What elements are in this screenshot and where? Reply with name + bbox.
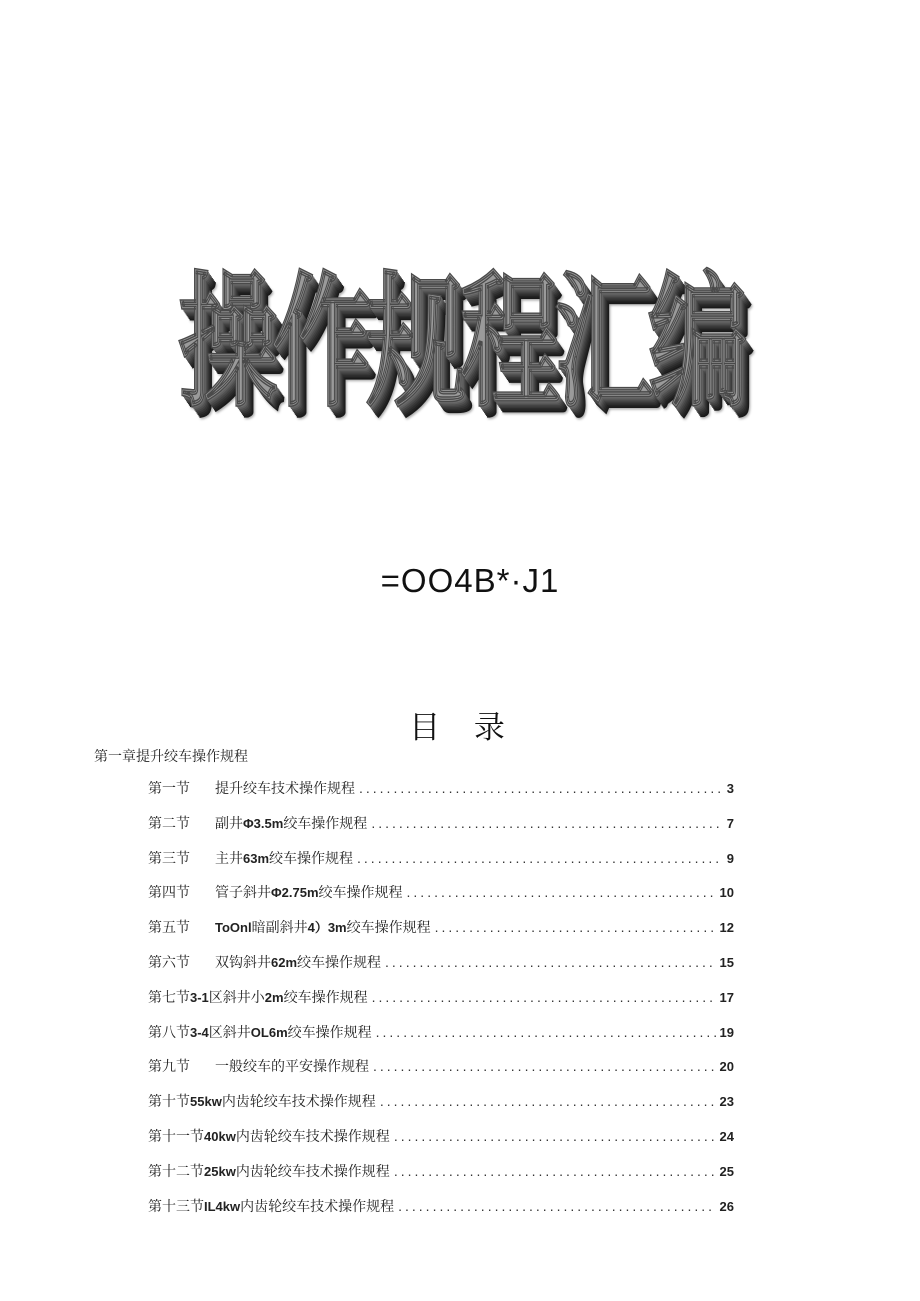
toc-entry-title (215, 952, 381, 972)
toc-entry[interactable] (148, 1126, 734, 1161)
toc-entry[interactable] (148, 1056, 734, 1091)
toc-entry-section: 第三节 (148, 850, 190, 867)
toc-entry-page-number: 26 (719, 1198, 734, 1214)
toc-entry-title (204, 1126, 390, 1146)
toc-entry-title-part: Φ2.75m (271, 885, 319, 901)
toc-entry-page-number: 9 (726, 850, 734, 866)
toc-entry[interactable] (148, 917, 734, 952)
toc-entry-section: 第一节 (148, 781, 190, 797)
toc-entry-title-part: OL6m (250, 1024, 288, 1040)
toc-heading: 目 录 (409, 710, 517, 746)
toc-entry-title-part: 55kw (190, 1094, 222, 1110)
toc-entry-title-part: 内齿轮绞车技术操作规程 (240, 1198, 395, 1215)
toc-entry-section: 第四节 (148, 885, 190, 902)
toc-entry-leader-dots (394, 1163, 716, 1179)
toc-entry[interactable] (148, 1091, 734, 1126)
toc-entry-leader-dots (373, 1058, 716, 1074)
toc-entry[interactable] (148, 882, 734, 917)
toc-entry-section: 第十三节 (148, 1198, 204, 1215)
toc-entry-title-part: 绞车操作规程 (269, 850, 354, 867)
toc-entry-section: 第九节 (148, 1059, 190, 1076)
toc-entry-page-number: 15 (719, 954, 734, 970)
toc-entry-title-part: 绞车操作规程 (283, 989, 368, 1006)
toc-entry-leader-dots (357, 850, 723, 866)
toc-entry-title (215, 917, 431, 937)
toc-entry-title-part: 62m (271, 954, 298, 970)
toc-entry-title-part: 绞车操作规程 (297, 954, 382, 971)
toc-entry-title-part: 一般绞车的平安操作规程 (215, 1059, 369, 1076)
toc-entry-leader-dots (385, 954, 716, 970)
toc-entry-page-number: 12 (719, 920, 734, 936)
toc-entry-section: 第八节 (148, 1024, 190, 1041)
toc-entry-title-part: 提升绞车技术操作规程 (215, 781, 355, 797)
toc-entry-title (190, 987, 368, 1007)
toc-entry-leader-dots (380, 1093, 716, 1109)
toc-entry-section: 第七节 (148, 989, 190, 1006)
toc-entry-title-part: 3-1 (190, 989, 209, 1005)
toc-entry-title-part: 区斜井小 (208, 989, 265, 1006)
cover-title: 操作规程汇编 (178, 257, 742, 427)
toc-entry-title-part: 40kw (204, 1128, 236, 1144)
toc-entry-section: 第二节 (148, 815, 190, 832)
toc-entry-title (215, 1056, 369, 1076)
toc-entry-page-number: 10 (719, 885, 734, 901)
toc-entry-page-number: 3 (726, 781, 734, 796)
toc-list (148, 778, 734, 1230)
toc-entry-page-number: 17 (719, 989, 734, 1005)
toc-entry-title (190, 1091, 376, 1111)
toc-entry-page-number: 24 (719, 1128, 734, 1144)
toc-entry-title-part: 内齿轮绞车技术操作规程 (235, 1163, 390, 1180)
toc-entry-title (215, 882, 403, 902)
toc-entry-title-part: 绞车操作规程 (283, 815, 368, 832)
toc-entry-title-part: 内齿轮绞车技术操作规程 (221, 1094, 376, 1111)
toc-entry-leader-dots (376, 1024, 716, 1040)
toc-entry-title-part: Φ3.5m (243, 815, 284, 831)
toc-entry-page-number: 20 (719, 1059, 734, 1075)
toc-entry-title (204, 1196, 394, 1216)
toc-entry-title-part: 4）3m (307, 920, 347, 936)
toc-entry[interactable] (148, 778, 734, 813)
toc-entry-section: 第五节 (148, 920, 190, 937)
toc-entry-page-number: 19 (719, 1024, 734, 1040)
toc-entry-title-part: 绞车操作规程 (318, 885, 403, 902)
toc-chapter-title[interactable]: 第一章提升绞车操作规程 (94, 749, 248, 765)
toc-entry-title-part: 管子斜井 (215, 885, 271, 902)
toc-entry-title (215, 778, 355, 798)
toc-entry[interactable] (148, 987, 734, 1022)
toc-entry-title-part: 区斜井 (208, 1024, 251, 1041)
toc-entry-leader-dots (398, 1198, 715, 1214)
toc-entry-title (190, 1022, 372, 1042)
toc-entry-leader-dots (359, 780, 723, 796)
toc-entry-leader-dots (435, 919, 716, 935)
toc-entry-section: 第十二节 (148, 1163, 204, 1180)
toc-entry-leader-dots (371, 815, 722, 831)
toc-entry-title-part: 主井 (215, 850, 243, 867)
toc-entry-title (204, 1161, 390, 1181)
toc-entry-title-part: 63m (243, 850, 270, 866)
toc-entry-title (215, 813, 367, 833)
toc-entry-section: 第十节 (148, 1094, 190, 1111)
toc-entry-title-part: 绞车操作规程 (287, 1024, 372, 1041)
toc-entry-title-part: 25kw (204, 1163, 236, 1179)
toc-entry-title-part: 内齿轮绞车技术操作规程 (235, 1128, 390, 1145)
toc-entry-title-part: 3-4 (190, 1024, 209, 1040)
toc-entry-page-number: 7 (726, 815, 734, 831)
toc-entry-title-part: 2m (264, 989, 284, 1005)
toc-entry[interactable] (148, 1196, 734, 1231)
toc-entry-title-part: 暗副斜井 (251, 920, 308, 937)
toc-entry-title (215, 848, 353, 868)
toc-entry-title-part: 副井 (215, 815, 243, 832)
toc-entry-page-number: 25 (719, 1163, 734, 1179)
toc-entry-leader-dots (372, 989, 716, 1005)
toc-entry-section: 第六节 (148, 954, 190, 971)
toc-entry-title-part: 绞车操作规程 (346, 920, 431, 937)
document-code: =OO4B*·J1 (380, 562, 560, 599)
toc-entry-section: 第十一节 (148, 1128, 204, 1145)
toc-entry-title-part: 双钩斜井 (215, 954, 271, 971)
toc-entry[interactable] (148, 1161, 734, 1196)
toc-entry[interactable] (148, 1022, 734, 1057)
toc-entry-page-number: 23 (719, 1094, 734, 1110)
toc-entry-leader-dots (394, 1128, 716, 1144)
toc-entry-leader-dots (407, 884, 716, 900)
toc-entry-title-part: IL4kw (204, 1198, 241, 1214)
toc-entry[interactable] (148, 952, 734, 987)
toc-entry[interactable] (148, 848, 734, 883)
toc-entry-title-part: ToOnl (215, 920, 252, 936)
toc-entry[interactable] (148, 813, 734, 848)
